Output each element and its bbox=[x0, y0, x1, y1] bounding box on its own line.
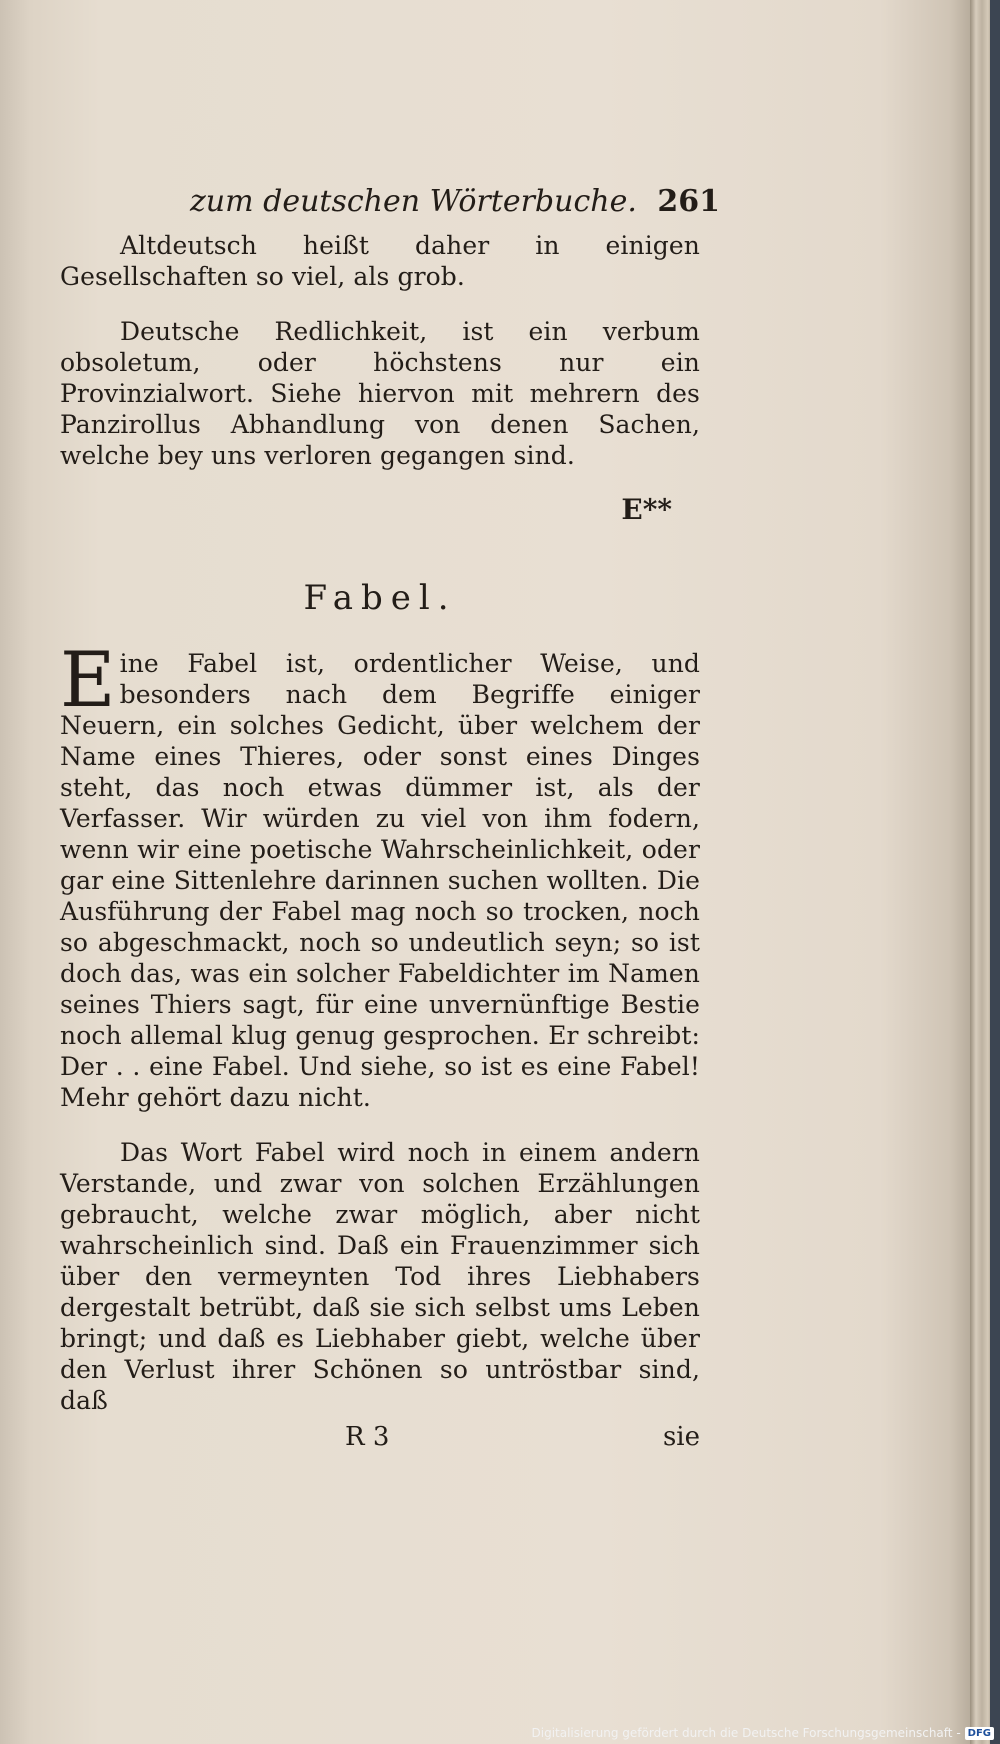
paragraph-wort-fabel: Das Wort Fabel wird noch in einem andern Verstande, und zwar von solchen Erzählungen gebraucht, welche zwar möglich, aber nicht wahrscheinlich sind. Daß ein Frauenzimmer sich über den vermeynten Tod ihres Liebhabers dergestalt betrübt, daß sie sich selbst ums Leben bringt; und daß es Liebhaber giebt, welche über den Verlust ihrer Schönen so untröstbar sind, daß bbox=[60, 1138, 700, 1415]
paragraph-altdeutsch: Altdeutsch heißt daher in einigen Gesellschaften so viel, als grob. bbox=[60, 231, 700, 291]
paragraph-gap bbox=[60, 1113, 700, 1137]
paragraph-redlichkeit: Deutsche Redlichkeit, ist ein verbum obsoletum, oder höchstens nur ein Provinzialwort. Siehe hiervon mit mehrern des Panzirollus Abhandlung von denen Sachen, welche bey uns verloren gegangen sind. bbox=[60, 317, 700, 470]
catchword: sie bbox=[662, 1422, 700, 1452]
page-text-block bbox=[60, 170, 720, 1452]
digitization-note bbox=[532, 1726, 995, 1740]
dfg-logo: DFG bbox=[965, 1727, 994, 1740]
signature-mark: R 3 bbox=[345, 1422, 390, 1452]
digitization-note-text: Digitalisierung gefördert durch die Deutsche Forschungsgemeinschaft - bbox=[531, 1726, 961, 1740]
book-cover-edge bbox=[990, 0, 1000, 1744]
page-number: 261 bbox=[657, 184, 720, 219]
author-signature: E** bbox=[621, 493, 672, 526]
running-title: zum deutschen Wörterbuche. bbox=[190, 184, 637, 219]
paragraph-fabel bbox=[60, 635, 700, 1113]
section-title: Fabel. bbox=[303, 578, 457, 618]
paragraph-gap bbox=[60, 292, 700, 316]
drop-capital: E bbox=[60, 635, 116, 724]
paragraph-fabel-text: ine Fabel ist, ordentlicher Weise, und besonders nach dem Begriffe einiger Neuern, ein solches Gedicht, über welchem der Name eines Thieres, oder sonst eines Dinges steht, das noch etwas dümmer ist, als der Verfasser. Wir würden zu viel von ihm fodern, wenn wir eine poetische Wahrscheinlichkeit, oder gar eine Sittenlehre darinnen suchen wollten. Die Ausführung der Fabel mag noch so trocken, noch so abgeschmackt, noch so undeutlich seyn; so ist doch das, was ein solcher Fabeldichter im Namen seines Thiers sagt, für eine unvernünftige Bestie noch allemal klug genug gesprochen. Er schreibt: Der . . eine Fabel. Und siehe, so ist es eine Fabel! Mehr gehört dazu nicht. bbox=[60, 649, 700, 1112]
page-footer bbox=[60, 1416, 700, 1450]
page-header bbox=[60, 170, 720, 230]
